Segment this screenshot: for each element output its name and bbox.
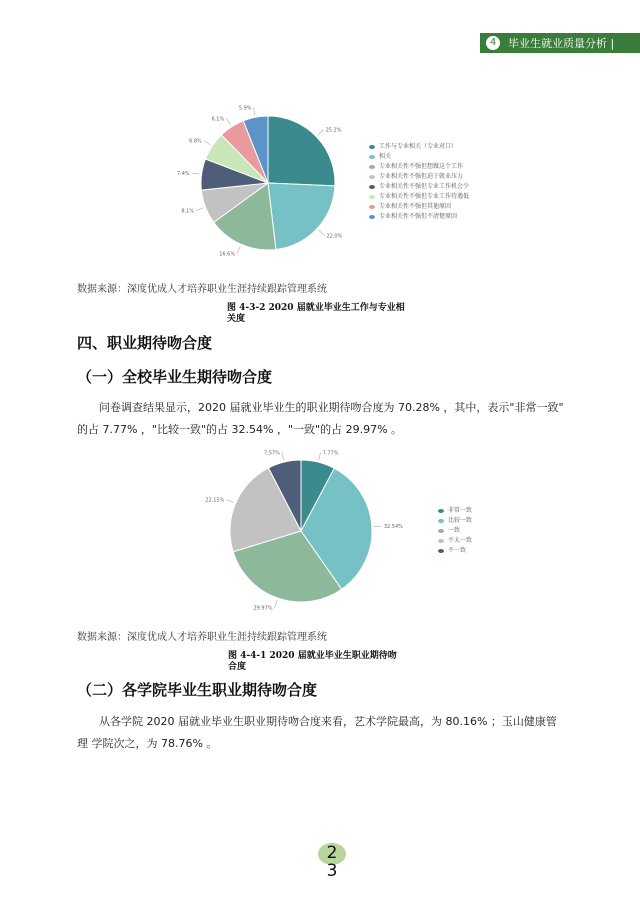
fig1-legend-swatch-0 <box>369 145 375 149</box>
fig1-legend-swatch-7 <box>369 215 375 219</box>
fig1-data-label-2: 16.6% <box>219 251 236 258</box>
fig1-leader-line-2 <box>237 246 240 253</box>
fig1-legend-item-2 <box>369 162 469 172</box>
fig1-slice-0 <box>268 116 335 186</box>
subsection1-para-line2: 的占 7.77% ，"比较一致"的占 32.54% ，"一致"的占 29.97% 。 <box>77 423 403 436</box>
chapter-header <box>480 33 640 53</box>
chapter-title: 毕业生就业质量分析 | <box>508 37 615 50</box>
figure2-caption <box>228 651 418 673</box>
fig2-legend-label-1: 比较一致 <box>448 517 473 524</box>
page-number-line2: 3 <box>326 861 338 881</box>
fig1-legend-item-0 <box>369 142 469 152</box>
legend-major-relevance <box>369 142 469 222</box>
fig2-legend-swatch-1 <box>438 519 444 523</box>
subsection1-heading: （一）全校毕业生期待吻合度 <box>77 368 273 386</box>
figure2-source: 数据来源：深度优成人才培养职业生涯持续跟踪管理系统 <box>77 632 327 643</box>
fig1-data-label-0: 25.2% <box>325 127 342 134</box>
fig2-legend-swatch-0 <box>438 509 444 513</box>
fig2-legend-swatch-4 <box>438 549 444 553</box>
fig1-legend-label-6: 专业相关性不强但其他原因 <box>379 203 452 210</box>
fig2-legend-label-4: 不一致 <box>448 547 467 554</box>
figure1-caption-line1: 图 4-3-2 2020 届就业毕业生工作与专业相 <box>227 303 405 313</box>
subsection2-para-line2: 理 学院次之，为 78.76% 。 <box>77 737 218 750</box>
fig1-data-label-7: 5.9% <box>238 105 252 112</box>
fig1-data-label-1: 22.0% <box>326 233 343 240</box>
fig2-legend-swatch-2 <box>438 529 444 533</box>
fig1-leader-line-5 <box>204 141 211 145</box>
fig1-data-label-3: 8.1% <box>181 208 195 215</box>
fig1-legend-item-3 <box>369 172 469 182</box>
pie-chart-career-expectation <box>200 440 440 615</box>
fig2-leader-line-4 <box>282 452 284 460</box>
fig1-legend-label-1: 相关 <box>379 153 392 160</box>
fig2-legend-label-3: 不太一致 <box>448 537 473 544</box>
figure1-source: 数据来源：深度优成人才培养职业生涯持续跟踪管理系统 <box>77 284 327 295</box>
fig2-legend-item-4 <box>438 546 472 556</box>
fig2-data-label-4: 7.57% <box>264 450 280 457</box>
fig2-data-label-1: 32.54% <box>383 524 403 531</box>
fig2-data-label-2: 29.97% <box>253 605 273 612</box>
fig1-leader-line-7 <box>254 107 256 115</box>
subsection2-paragraph <box>77 711 567 755</box>
fig2-legend-item-3 <box>438 536 472 546</box>
page-number <box>318 844 346 880</box>
fig1-data-label-4: 7.4% <box>176 171 190 178</box>
fig1-legend-label-7: 专业相关性不强但不清楚原因 <box>379 213 458 220</box>
fig2-leader-line-2 <box>275 600 278 608</box>
pie-chart-major-relevance <box>150 95 365 270</box>
fig2-leader-line-0 <box>319 452 321 460</box>
fig1-legend-item-1 <box>369 152 469 162</box>
fig1-leader-line-1 <box>319 230 325 235</box>
fig2-data-label-0: 7.77% <box>322 450 339 457</box>
chapter-number: 4 <box>486 36 500 50</box>
fig2-leader-line-3 <box>226 500 233 503</box>
fig2-legend-label-2: 一致 <box>448 527 461 534</box>
fig1-legend-swatch-2 <box>369 165 375 169</box>
fig1-leader-line-3 <box>196 208 203 211</box>
legend-career-expectation <box>438 506 472 556</box>
fig1-data-label-5: 6.8% <box>189 138 202 145</box>
fig1-legend-label-5: 专业相关性不强但专业工作待遇低 <box>379 193 470 200</box>
subsection2-para-line1: 从各学院 2020 届就业毕业生职业期待吻合度来看，艺术学院最高，为 80.16% ；玉山健康管 <box>99 715 557 728</box>
fig2-legend-swatch-3 <box>438 539 444 543</box>
fig1-legend-swatch-1 <box>369 155 375 159</box>
fig2-legend-item-1 <box>438 516 472 526</box>
subsection2-heading: （二）各学院毕业生职业期待吻合度 <box>77 681 318 699</box>
fig1-leader-line-4 <box>192 173 200 174</box>
fig1-leader-line-6 <box>226 118 230 125</box>
fig1-legend-item-5 <box>369 192 469 202</box>
page-number-line1: 2 <box>326 843 338 863</box>
figure1-caption <box>227 303 417 325</box>
fig1-legend-swatch-3 <box>369 175 375 179</box>
fig1-leader-line-0 <box>318 130 324 136</box>
fig1-legend-label-0: 工作与专业相关（专业对口） <box>379 143 458 150</box>
fig1-legend-item-7 <box>369 212 469 222</box>
fig1-legend-label-2: 专业相关性不强但想做这个工作 <box>379 163 464 170</box>
fig1-legend-label-4: 专业相关性不强但专业工作机会少 <box>379 183 470 190</box>
fig1-slice-1 <box>268 183 335 250</box>
fig1-legend-item-4 <box>369 182 469 192</box>
figure2-caption-line1: 图 4-4-1 2020 届就业毕业生职业期待吻 <box>228 651 397 661</box>
fig2-legend-item-0 <box>438 506 472 516</box>
section-heading: 四、职业期待吻合度 <box>77 334 213 352</box>
fig2-legend-item-2 <box>438 526 472 536</box>
fig1-legend-swatch-4 <box>369 185 375 189</box>
figure2-caption-line2: 合度 <box>228 662 247 672</box>
fig1-data-label-6: 6.1% <box>211 116 225 123</box>
fig1-legend-swatch-5 <box>369 195 375 199</box>
subsection1-para-line1: 问卷调查结果显示，2020 届就业毕业生的职业期待吻合度为 70.28% ，其中，表示"非常一致" <box>99 401 564 414</box>
subsection1-paragraph <box>77 397 567 441</box>
fig2-data-label-3: 22.15% <box>205 497 225 504</box>
fig2-legend-label-0: 非常一致 <box>448 507 473 514</box>
fig1-legend-label-3: 专业相关性不强但迫于就业压力 <box>379 173 464 180</box>
figure1-caption-line2: 关度 <box>227 314 246 324</box>
fig1-legend-item-6 <box>369 202 469 212</box>
fig1-legend-swatch-6 <box>369 205 375 209</box>
